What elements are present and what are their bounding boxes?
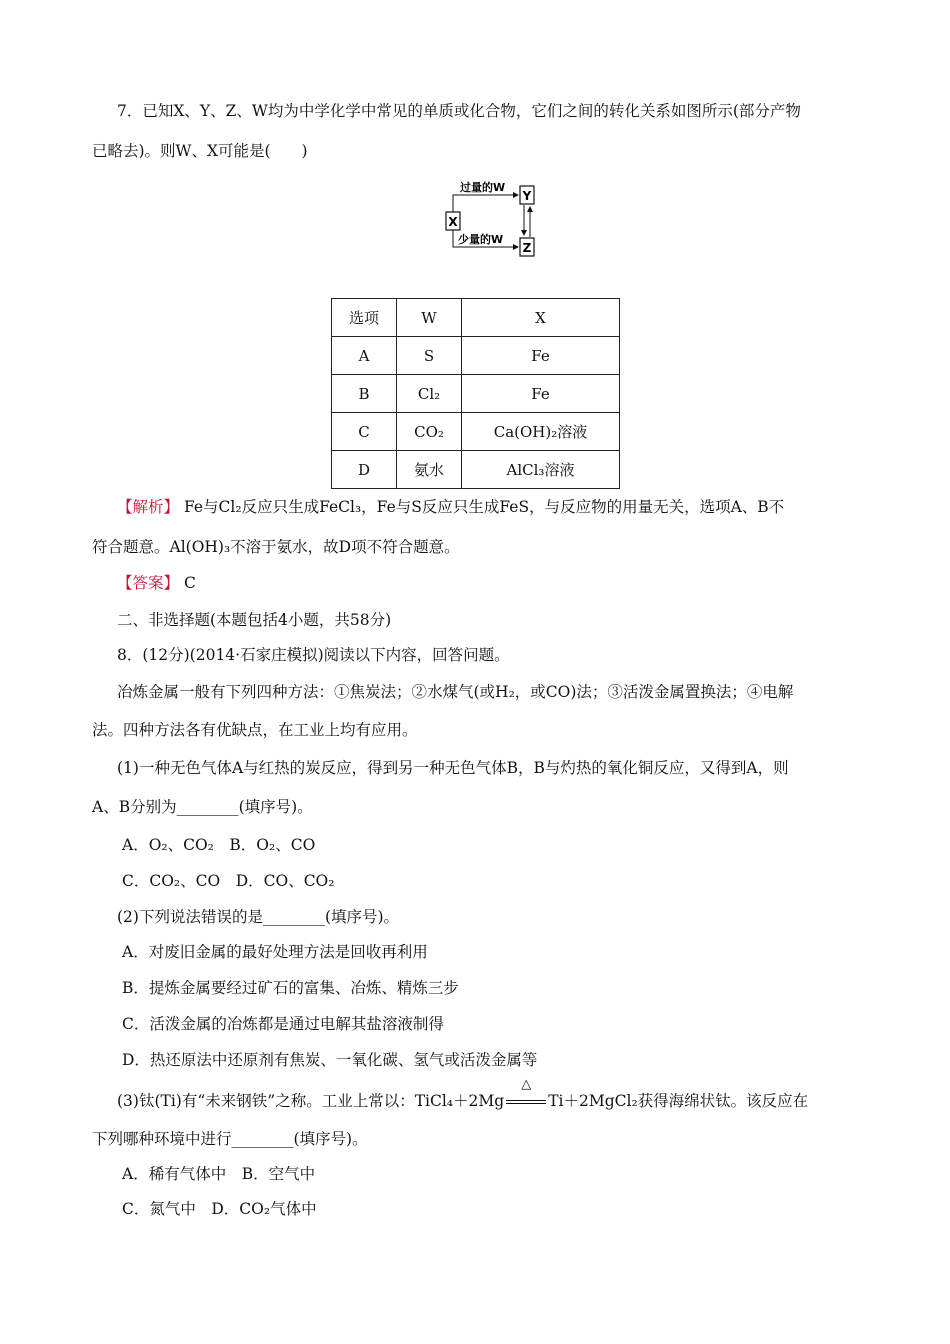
q8-intro1: 冶炼金属一般有下列四种方法：①焦炭法；②水煤气(或H₂，或CO)法；③活泼金属置换法；④电解 [117,683,794,701]
q8-p2-option-a: A．对废旧金属的最好处理方法是回收再利用 [122,943,428,961]
arrow-x-to-y [453,195,518,212]
header-cell: W [397,299,462,337]
table-header-row [332,299,620,337]
answer-tag: 【答案】 [117,574,180,592]
table-cell: D [332,451,397,489]
q8-p2-option-c: C．活泼金属的冶炼都是通过电解其盐溶液制得 [122,1015,444,1033]
box-y-label: Y [522,189,532,203]
analysis-line2: 符合题意。Al(OH)₃不溶于氨水，故D项不符合题意。 [92,538,460,556]
q8-p1-line1: (1)一种无色气体A与红热的炭反应，得到另一种无色气体B，B与灼热的氧化铜反应，又得到A，则 [117,759,789,777]
table-cell: Fe [462,375,620,413]
bottom-label: 少量的W [458,233,504,246]
table-cell: Fe [462,337,620,375]
answer-line [117,572,196,594]
q8-p3-line2: 下列哪种环境中进行________(填序号)。 [92,1130,368,1148]
table-row [332,451,620,489]
q8-p1-line2: A、B分别为________(填序号)。 [92,798,313,816]
table-cell: C [332,413,397,451]
options-table [331,298,620,489]
q8-p1-options-cd: C．CO₂、CO D．CO、CO₂ [122,872,335,890]
table-cell: CO₂ [397,413,462,451]
q8-p2-stem: (2)下列说法错误的是________(填序号)。 [117,908,400,926]
q8-p3-options-ab: A．稀有气体中 B．空气中 [122,1165,316,1183]
table-row [332,413,620,451]
q8-p3-line1 [117,1077,809,1112]
analysis-text1: Fe与Cl₂反应只生成FeCl₃，Fe与S反应只生成FeS，与反应物的用量无关，选项A、B不 [183,498,785,516]
table-cell: AlCl₃溶液 [462,451,620,489]
top-label: 过量的W [460,181,506,194]
header-cell: X [462,299,620,337]
table-cell: B [332,375,397,413]
answer-value: C [183,574,196,592]
q8-p3-options-cd: C．氮气中 D．CO₂气体中 [122,1200,317,1218]
table-cell: 氨水 [397,451,462,489]
analysis-line1 [117,496,784,518]
table-cell: A [332,337,397,375]
conversion-diagram [440,177,540,262]
q7-line2: 已略去)。则W、X可能是( ) [92,142,308,160]
box-z-label: Z [522,241,532,255]
q8-p3-text-a: (3)钛(Ti)有“未来钢铁”之称。工业上常以：TiCl₄＋2Mg [117,1092,505,1110]
heat-symbol: △ [521,1077,532,1092]
table-row [332,337,620,375]
box-x-label: X [448,215,458,229]
q8-p3-text-b: Ti＋2MgCl₂获得海绵状钛。该反应在 [548,1092,809,1110]
table-cell: Ca(OH)₂溶液 [462,413,620,451]
table-cell: Cl₂ [397,375,462,413]
table-cell: S [397,337,462,375]
heat-condition [504,1077,548,1112]
q8-p1-options-ab: A．O₂、CO₂ B．O₂、CO [122,836,316,854]
section-heading: 二、非选择题(本题包括4小题，共58分) [117,611,392,629]
q8-p2-option-d: D．热还原法中还原剂有焦炭、一氧化碳、氢气或活泼金属等 [122,1051,538,1069]
q8-p2-option-b: B．提炼金属要经过矿石的富集、冶炼、精炼三步 [122,979,459,997]
q8-intro2: 法。四种方法各有优缺点，在工业上均有应用。 [92,721,418,739]
q8-title: 8．(12分)(2014·石家庄模拟)阅读以下内容，回答问题。 [117,646,510,664]
table-row [332,375,620,413]
analysis-tag: 【解析】 [117,498,180,516]
header-cell: 选项 [332,299,397,337]
q7-line1: 7．已知X、Y、Z、W均为中学化学中常见的单质或化合物，它们之间的转化关系如图所示(部分产物 [117,102,801,120]
